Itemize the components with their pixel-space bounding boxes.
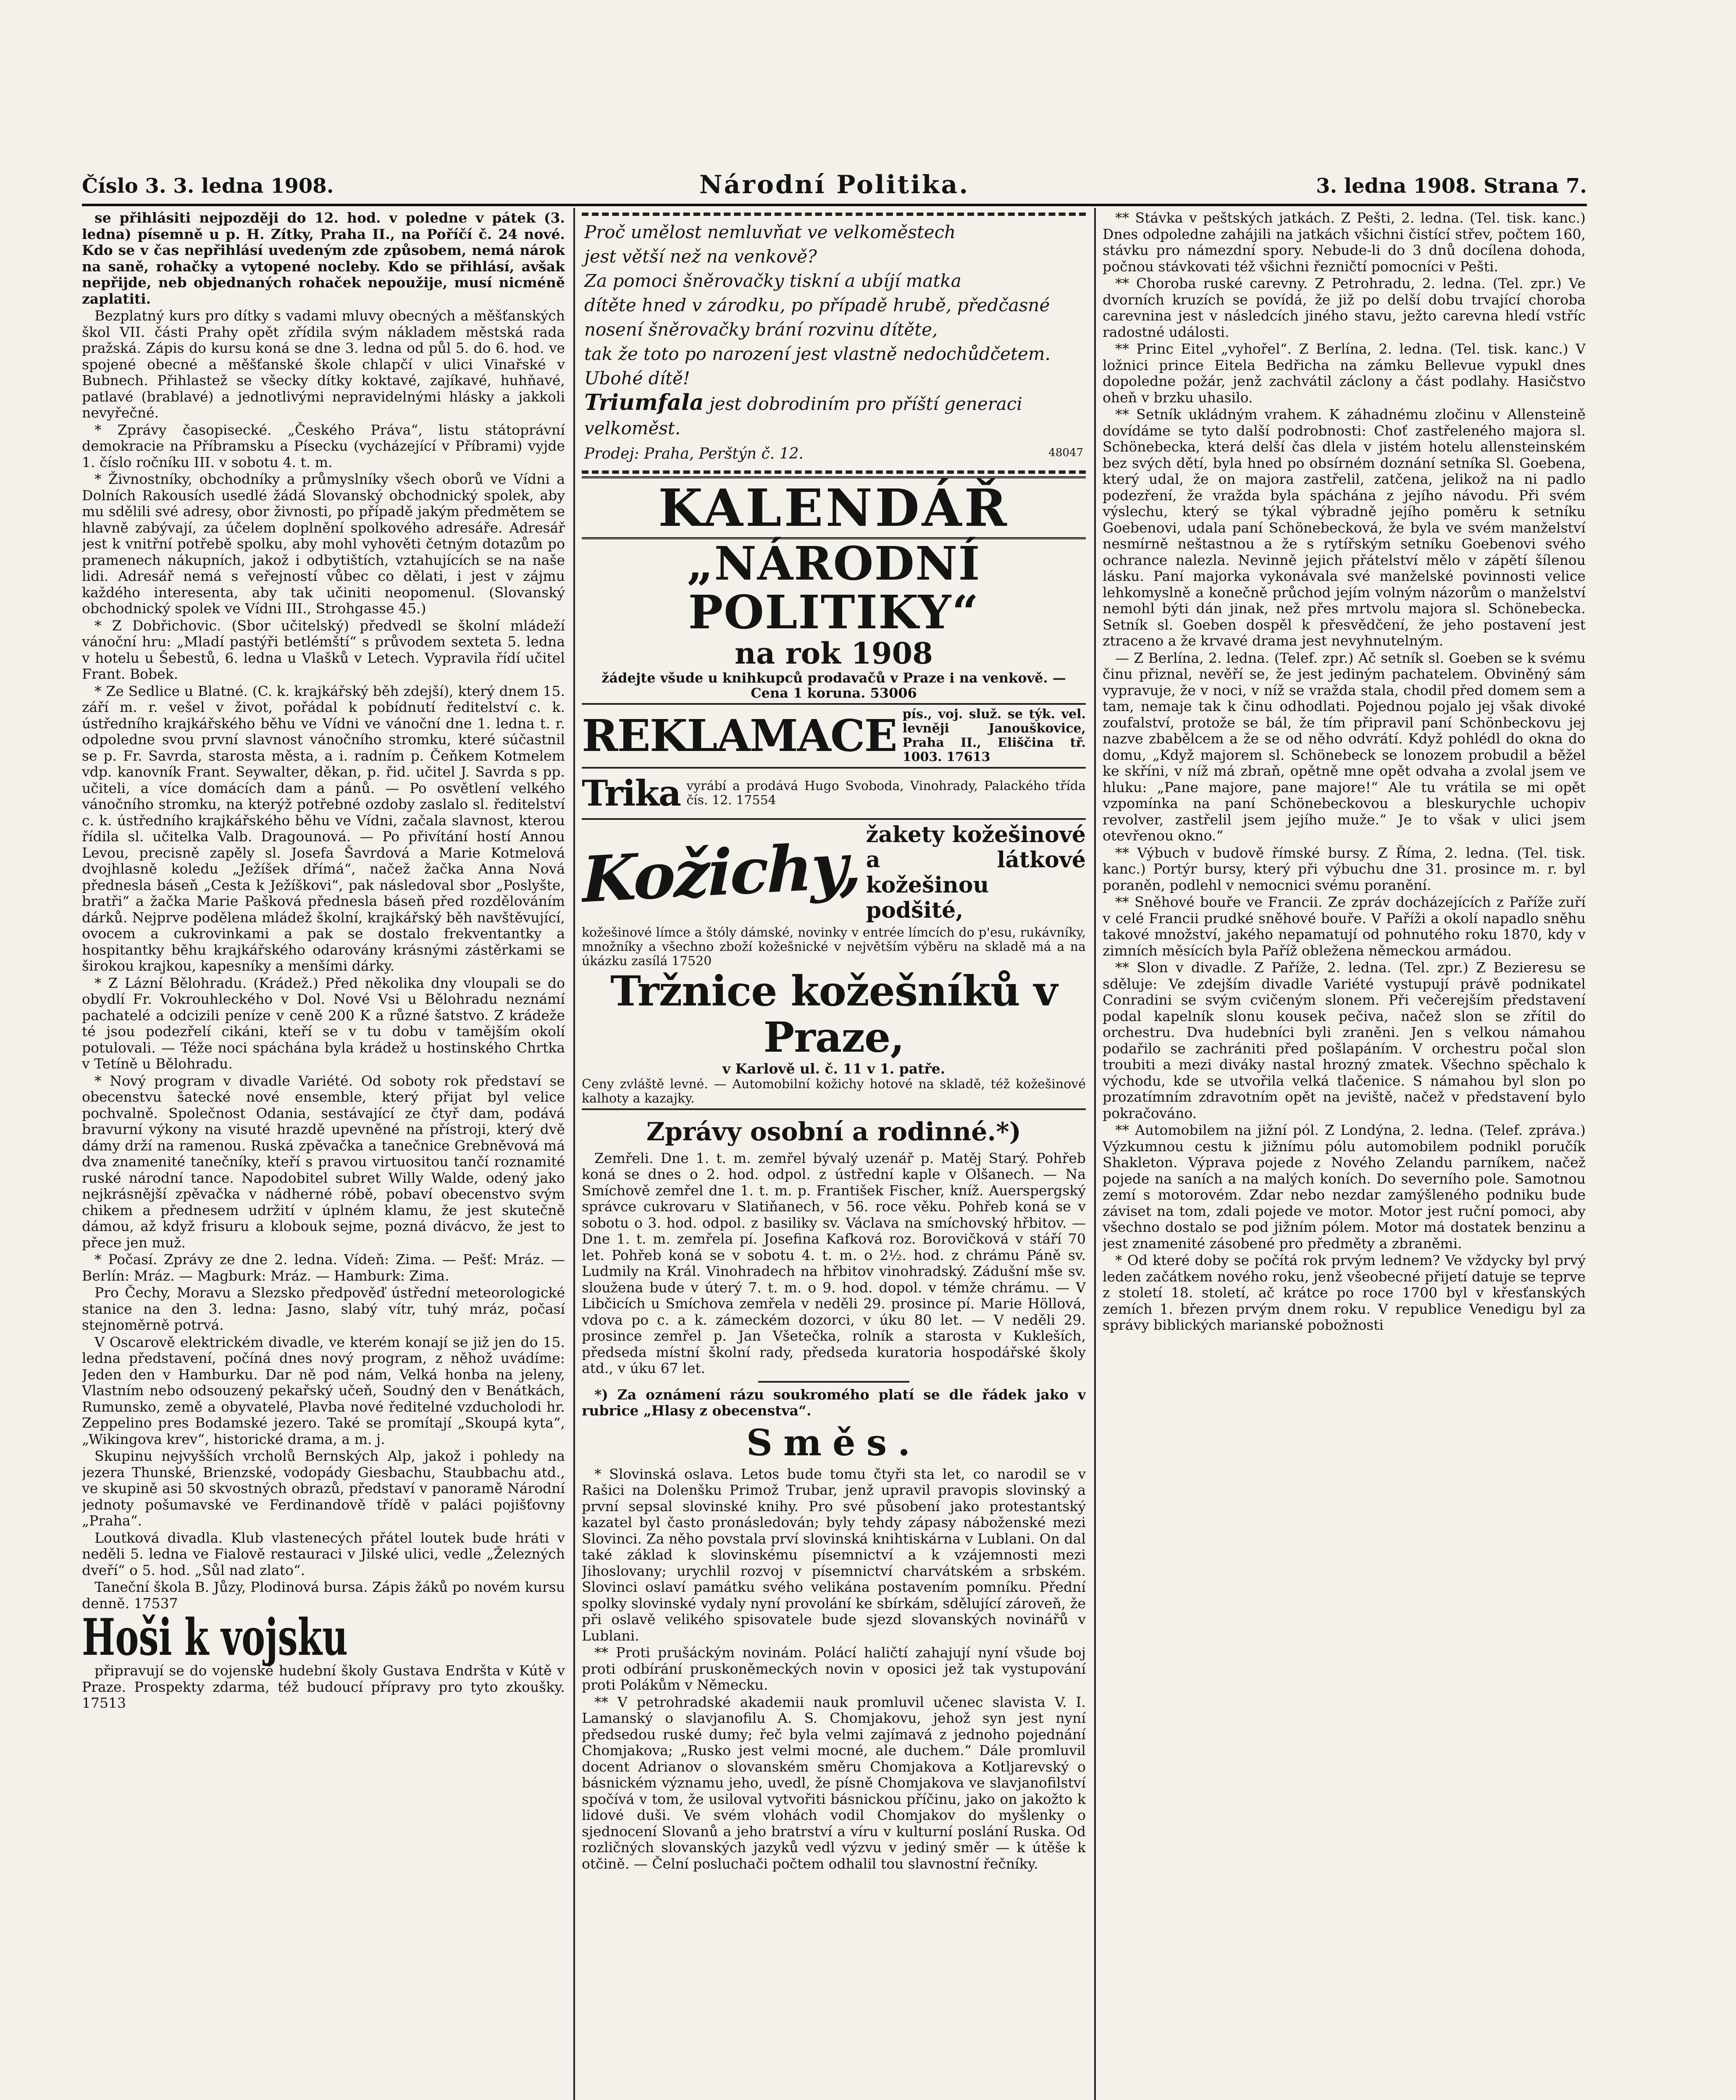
article-paragraph: ** Slon v divadle. Z Paříže, 2. ledna. (Tel. zpr.) Z Bezieresu se sděluje: Ve zdejším divadle Variété vystupují právě podnikatel Conradini se svým cvičeným slonem. Při večerejším představení podal kapelník slonu kousek pečiva, načež slon se zřítil do orchestru. Dva hudebníci byli zraněni. Jen s velkou námahou podařilo se zachrániti před pošlapáním. V orchestru počal slon troubiti a mezi diváky nastal hrozný zmatek. Všechno spěchalo k východu, kde se utvořila velká tlačenice. S námahou byl slon po prozatímním zdravotním opět na jeviště, načež v představení bylo pokračováno. [1103,959,1586,1121]
brand-tail: jest dobrodiním pro příští generaci velkoměst. [584,394,1022,438]
ad-number: 48047 [1048,446,1083,459]
column-divider-1 [573,208,575,2100]
triumfala-ad [582,220,1086,466]
divider [582,703,1086,705]
article-paragraph: Pro Čechy, Moravu a Slezsko předpověď ústřední meteorologické stanice na den 3. ledna: Jasno, slabý vítr, tuhý mráz, počasí stejnoměrně potrvá. [82,1284,565,1333]
article-paragraph: Bezplatný kurs pro dítky s vadami mluvy obecných a měšťanských škol VII. části Prahy opět zřídila svým nákladem městská rada pražská. Zápis do kursu koná se dne 3. ledna od půl 5. do 6. hod. ve spojené obecné a měšťanské škole chlapčí v ulici Vinařské v Bubnech. Přihlastež se všecky dítky koktavé, zajíkavé, huhňavé, patlavé (brablavé) a jednotlivými nepravidelnými hlásky a jakkoli nevyřečné. [82,307,565,421]
divider [582,767,1086,769]
article-paragraph: ** Choroba ruské carevny. Z Petrohradu, 2. ledna. (Tel. zpr.) Ve dvorních kruzích se povídá, že již po delší dobu trvající choroba carevnina jest v následcích jiného stavu, ježto carevna hledí vstříc radostné události. [1103,275,1586,340]
article-paragraph: Loutková divadla. Klub vlastenecých přátel loutek bude hráti v neděli 5. ledna ve Fialově restauraci v Jilské ulici, vedle „Železných dveří“ o 5. hod. „Sůl nad zlato“. [82,1529,565,1578]
hosi-ad-title: Hoši k vojsku [82,1608,348,1667]
article-paragraph: * Ze Sedlice u Blatné. (C. k. krajkářský běh zdejší), který dnem 15. září m. r. vešel v život, pořádal k pobídnutí ředitelství c. k. ústředního krajkářského běhu ve Vídni ve vánoční dne 1. ledna t. r. odpoledne svou první slavnost vánočního stromku, které súčastnil se p. Fr. Savrda, starosta města, a i. radním p. Čeňkem Kotmelem vdp. kanovník Frant. Seywalter, děkan, p. řid. učitel J. Savrda s pp. učiteli, a více domácích dam a pánů. — Po osvětlení velkého vánočního stromku, na kterýž potřebné ozdoby zaslalo sl. ředitelství c. k. ústředního krajkářského běhu ve Vídni, začala slavnost, kterou řídila sl. učitelka Valb. Dragounová. — Po přivítání hostí Annou Levou, precisně zapěly sl. Josefa Šavrdová a Marie Kotmelová dvojhlasně koledu „Ježíšek dřímá“, načež žačka Anna Nová přednesla báseň „Cesta k Ježíškovi“, pak následoval sbor „Poslyšte, bratři“ a žačka Marie Pašková přednesla báseň před rozdělováním dárků. Nejprve podělena mládež školní, krajkářský běh navštěvující, ovocem a cukrovinkami a pak se dostalo frekventantky a hospitantky běhu krajkářského odarovány krásnými zástěrkami se širokou krajkou, kapesníky a menšími dárky. [82,682,565,974]
kozichy-ad [582,822,1086,923]
ad-line: Za pomoci šněrovačky tiskní a ubíjí matka [584,270,961,291]
article-paragraph: se přihlásiti nejpozději do 12. hod. v poledne v pátek (3. ledna) písemně u p. H. Zítky, Praha II., na Poříčí č. 24 nové. Kdo se v čas nepřihlásí uvedeným zde způsobem, nemá nárok na saně, rohačky a vytopené nocleby. Kdo se přihlásí, avšak nepřijde, neb objednaných rohaček nepoužije, musí nicméně zaplatiti. [82,210,565,307]
kozichy-word: Kožichy, [582,828,860,917]
shop-address: Prodej: Praha, Perštýn č. 12. [584,445,804,462]
trika-word: Trika [582,772,681,814]
calendar-year: na rok 1908 [735,636,933,671]
column-2 [582,210,1086,2100]
article-paragraph: ** Stávka v peštských jatkách. Z Pešti, 2. ledna. (Tel. tisk. kanc.) Dnes odpoledne zahájili na jatkách všichni čistící střev, počtem 160, stávku pro námezdní spory. Nebude-li do 3 dnů docílena dohoda, počnou stávkovati též všichni řezničtí pomocníci v Pešti. [1103,210,1586,275]
column-divider-2 [1094,208,1096,2100]
divider [758,1381,909,1383]
reklamace-text: pís., voj. služ. se týk. vel. levněji Janouškovice, Praha II., Eliščina tř. 1003. [902,707,1086,764]
issue-info: Číslo 3. 3. ledna 1908. [82,174,334,198]
header-rule [82,204,1587,206]
miscellany-item: ** Proti prušáckým novinám. Polácí haličtí zahajují nyní všude boj proti odbírání pruskoněmeckých novin v oposici jež tak vystupování proti Polákům v Německu. [582,1644,1086,1693]
divider [582,1108,1086,1110]
ad-line: Proč umělost nemluvňat ve velkoměstech [584,222,956,242]
brand-name: Triumfala [584,390,704,415]
trznice-title: Tržnice kožešníků v Praze, [610,967,1057,1062]
kozichy-side: žakety kožešinové a látkové kožešinou podšité, [866,822,1086,923]
article-paragraph: ** Sněhové bouře ve Francii. Ze zpráv docházejících z Paříže zuří v celé Francii prudké sněhové bouře. V Paříži a okolí napadlo sněhu takové množství, jakého nepamatují od pohnutého roku 1870, kdy v zimních měsících byla Paříž obležena německou armádou. [1103,894,1586,959]
article-paragraph: * Nový program v divadle Variété. Od soboty rok představí se obecenstvu šatecké nové ensemble, který přijat byl velice pochvalně. Společnost Odania, sestávající ze čtyř dam, podává bravurní výkony na visuté hrazdě upevněné na přístroji, který dvě dámy drží na ramenou. Ruská zpěvačka a tanečnice Grebněvová má dva znamenité tanečníky, kteří s pravou virtuositou tančí roznamité ruské národní tance. Napodobitel subret Willy Walde, odený jako nejkrásnější zpěvačka v nádherné róbě, pobaví obecenstvo svým chikem a přednesem udržití v úplném klamu, že jest skutečně dámou, až když frisuru a klobouk sejme, pozná divácvo, že jest to přece jen muž. [82,1072,565,1251]
masthead: Národní Politika. [699,170,970,200]
calendar-title: KALENDÁŘ [582,476,1086,539]
column-1 [82,210,565,2100]
kozichy-text: kožešinové límce a štóly dámské, novinky v entrée límcích do p'esu, rukávníky, množníky a všechno zboží kožešnické v největším výběru na skladě má a na úkázku zasílá 17520 [582,925,1086,969]
article-paragraph: ** Automobilem na jižní pól. Z Londýna, 2. ledna. (Telef. zpráva.) Výzkumnou cestu k jižnímu pólu automobilem podnikl poručík Shakleton. Výprava pojede z Nového Zelandu parníkem, načež pojede na saních a na malých koních. Do severního pole. Samotnou zemí s motorovém. Zdar nebo nezdar zamýšleného podniku bude záviset na tom, zdali pojede ve motor. Motor jest ruční pomoci, aby všechno dostalo se pod jižním pólem. Motor má dostatek benzinu a jest znamenité zásobené pro předměty a zbraněmi. [1103,1122,1586,1252]
article-paragraph: — Z Berlína, 2. ledna. (Telef. zpr.) Ač setník sl. Goeben se k svému činu přiznal, nevěří se, že jest jediným pachatelem. Obviněný sám vypravuje, že v noci, v níž se vražda stala, chodil před domem sem a tam, nemaje tak k činu odhodlati. Pojednou pojalo jej však divoké zoufalství, protože se bál, že tím připravil paní Schönbeckovu jej nazve zbabělcem a že se od něho odvrátí. Když pohlédl do okna do domu, „Když majorem sl. Schönebeck se lonozem probudil a běžel ke skříni, v níž má zbraň, opětně mne opět odvaha a zvolal jsem ve hluku: „Pane majore, pane majore!“ Ale tu vrátila se mi opět vzpomínka na paní Schönebeckovou a bleskurychle uchopiv revolver, zastřelil jsem jejího muže.“ Je to však v ulici jsem otevřenou okno.“ [1103,649,1586,844]
ad-border-bottom [582,470,1086,474]
article-paragraph: ** Výbuch v budově římské bursy. Z Říma, 2. ledna. (Tel. tisk. kanc.) Portýr bursy, který při výbuchu dne 31. prosince m. r. byl poraněn, podlehl v nemocnici svému poranění. [1103,844,1586,893]
calendar-subtitle: „NÁRODNÍ POLITIKY“ [687,536,981,639]
article-paragraph: Skupinu nejvyšších vrcholů Bernských Alp, jakož i pohledy na jezera Thunské, Brienzské, vodopády Giesbachu, Staubbachu atd., ve skupině asi 50 skvostných obrazů, představí v panoramě Národní jednoty pošumavské ve Ferdinandově třídě v paláci pojišťovny „Praha“. [82,1448,565,1529]
miscellany-item: * Slovinská oslava. Letos bude tomu čtyři sta let, co narodil se v Rašici na Dolenšku Primož Trubar, jenž upravil pravopis slovinský a první sepsal slovinské knihy. Pro své působení jako protestantský kazatel byl často pronásledován; byly tehdy zápasy náboženské mezi Slovinci. Za něho povstala prví slovinská knihtiskárna v Lublani. On dal také základ k slovinskému písemnictví a k vzájemnosti mezi Jihoslovany; urychlil rozvoj v písemnictví charvátském a srbském. Slovinci oslaví památku svého velikána postavením pomníku. Přední spolky slovinské vydaly nyní provolání ke sbírkám, sdělující zároveň, že při oslavě velikého spisovatele bude sjezd slovanských novinářů v Lublani. [582,1465,1086,1644]
article-paragraph: * Z Dobřichovic. (Sbor učitelský) předvedl se školní mládeží vánoční hru: „Mladí pastýři betlémští“ s průvodem sexteta 5. ledna v hotelu u Šebestů, 6. ledna u Vlašků v Letech. Vypravila řídí učitel Frant. Bobek. [82,617,565,682]
ad-line: jest větší než na venkově? [584,246,817,267]
column-3 [1103,210,1586,2100]
article-paragraph: ** Princ Eitel „vyhořel“. Z Berlína, 2. ledna. (Tel. tisk. kanc.) V ložnici prince Eitela Bedřicha na zámku Bellevue vypukl dnes dopoledne požár, jenž zachvátil záclony a část podlahy. Hasičstvo oheň v brzku uhasilo. [1103,341,1586,406]
article-paragraph: V Oscarově elektrickém divadle, ve kterém konají se již jen do 15. ledna představení, počíná dnes nový program, z něhož uvádíme: Jeden den v Hamburku. Dar ně pod nám, Velká honba na jeleny, Vlastním nebo odsouzený pekařský učeň, Soudný den v Benátkách, Rumunsko, země a obyvatelé, Plavba nové ředitelné vzducholodi hr. Zeppelino pres Bodamské jezero. Také se promítají „Skoupá kyta“, „Wikingova krev“, historické drama, a m. j. [82,1334,565,1447]
date-page: 3. ledna 1908. Strana 7. [1316,174,1587,198]
article-paragraph: * Počasí. Zprávy ze dne 2. ledna. Vídeň: Zima. — Pešť: Mráz. — Berlín: Mráz. — Magburk: Mráz. — Hamburk: Zima. [82,1251,565,1284]
divider [582,818,1086,820]
reklamace-word: REKLAMACE [582,710,897,761]
ad-line: dítěte hned v zárodku, po případě hrubě, předčasné nosení šněrovačky brání rozvinu dítěte, [584,295,1050,340]
personal-news-text: Zemřeli. Dne 1. t. m. zemřel bývalý uzenář p. Matěj Starý. Pohřeb koná se dnes o 2. hod. odpol. z ústřední kaple v Olšanech. — Na Smíchově zemřel dne 1. t. m. p. František Fischer, kníž. Auerspergský správce cukrovaru v Slatiňanech, v 56. roce věku. Pohřeb koná se v sobotu o 3. hod. odpol. z basiliky sv. Václava na smíchovský hřbitov. — Dne 1. t. m. zemřela pí. Josefina Kafková roz. Borovičková v stáří 70 let. Pohřeb koná se v sobotu 4. t. m. o 2½. hod. z chrámu Páně sv. Ludmily na Král. Vinohradech na hřbitov vinohradský. Zádušní mše sv. sloužena bude v úterý 7. t. m. o 9. hod. dopol. v témže chrámu. — V Libčicích u Smíchova zemřela v neděli 29. prosince pí. Marie Höllová, vdova po c. a k. zámeckém dozorci, v úku 80 let. — V neděli 29. prosince zemřel p. Jan Všetečka, rolník a starosta v Kukleších, předseda místní školní rady, předseda kuratoria hospodářské školy atd., v úku 67 let. [582,1150,1086,1376]
trika-number: 17554 [736,793,776,808]
article-paragraph: * Zprávy časopisecké. „Českého Práva“, listu státoprávní demokracie na Příbramsku a Písecku (vycházející v Příbrami) vyjde 1. číslo ročníku III. v sobotu 4. t. m. [82,421,565,470]
reklamace-ad [582,707,1086,764]
trznice-text: Ceny zvláště levné. — Automobilní kožichy hotové na skladě, též kožešinové kalhoty a kazajky. [582,1076,1086,1106]
miscellany-title: Směs. [746,1421,922,1464]
miscellany-item: ** V petrohradské akademii nauk promluvil učenec slavista V. I. Lamanský o slavjanofilu A. S. Chomjakovu, jehož syn jest nyní předsedou ruské dumy; řeč byla velmi zajímavá z jednoho pojednání Chomjakova; „Rusko jest velmi mocné, ale duchem.“ Dále promluvil docent Adrianov o slovanském směru Chomjakova a Kotljarevský o básnickém významu jeho, uvedl, že písně Chomjakova ve slavjanofilství spočívá v tom, že usiloval vytvořiti básnickou příčinu, jako on jakožto k lidové duši. Ve svém vlohách vodil Chomjakov do myšlenky o sjednocení Slovanů a jeho bratrství a víru v kulturní poslání Ruska. Od rozličných slovanských jazyků vedl výzvu v jediný směr — k útěše k otčině. — Čelní posluchači počtem odhalil tou slavnostní řečníky. [582,1693,1086,1872]
article-paragraph: * Z Lázní Bělohradu. (Krádež.) Před několika dny vloupali se do obydlí Fr. Vokrouhleckého v Dol. Nové Vsi u Bělohradu neznámí pachatelé a odcizili peníze v ceně 200 K a různé šatstvo. Z krádeže té jsou podezřelí cikáni, kteří se v tu dobu v tamějším okolí potulovali. — Téže noci spáchána byla krádež u hostinského Chrtka v Tetíně u Bělohradu. [82,974,565,1072]
article-paragraph: * Živnostníky, obchodníky a průmyslníky všech oborů ve Vídni a Dolních Rakousích usedlé žádá Slovanský obchodnický spolek, aby mu sdělili své adresy, obor živnosti, po případě jakým předmětem se hlavně zabývají, za účelem doplnění spolkového adresáře. Adresář jest k vnitřní potřebě spolku, aby mohl vyhověti četným dotazům po pramenech nákupních, jakož i odbytištích, vztahujících se na naše lidi. Adresář nemá s veřejností vůbec co dělati, i jest v zájmu každého interesenta, aby tak učiniti neopomenul. (Slovanský obchodnický spolek ve Vídni III., Strohgasse 45.) [82,471,565,617]
article-paragraph: ** Setník ukládným vrahem. K záhadnému zločinu v Allensteině dovídáme se tyto další podrobnosti: Choť zastřeleného majora sl. Schönebecka, která delší čas dlela v jistém hotelu allensteinském bez svých dětí, byla hned po obsírném doznání setníka Sl. Goebena, který udal, že on majora zastřelil, zatčena, jelikož na ni padlo podezření, že vražda byla spáchána z jejího návodu. Při svém výslechu, který se týkal výbradně jejího poměru k setníku Goebenovi, udala paní Schönebecková, že byla ve svém manželství nesmírně neštastnou a že s rytířským setníku Goebenovi svého ochrance nalezla. Nevinně jejich přátelství mělo v zápětí šílenou lásku. Paní majorka vykonávala své manželské povinnosti velice lehkomyslně a konečně průchod jejím volným názorům o manželství nemohl býti dán jinak, než přes mrtvolu majora sl. Schönebecka. Setník sl. Goeben dospěl k přesvědčení, že jeho postavení jest ztraceno a že krvavé drama jest nevyhnutelným. [1103,406,1586,649]
ad-line: tak že toto po narození jest vlastně nedochůdčetem. Ubohé dítě! [584,344,1051,388]
trznice-address: v Karlově ul. č. 11 v 1. patře. [722,1060,945,1077]
personal-news-note: *) Za oznámení rázu soukromého platí se dle řádek jako v rubrice „Hlasy z obecenstva“. [582,1386,1086,1419]
trika-ad [582,771,1086,816]
trika-text: vyrábí a prodává Hugo Svoboda, Vinohrady, Palackého třída čís. 12. [686,779,1086,808]
calendar-note: žádejte všude u knihkupců prodavačů v Praze i na venkově. — Cena 1 koruna. 53006 [601,670,1066,701]
personal-news-title: Zprávy osobní a rodinné.*) [646,1117,1022,1147]
article-paragraph: Taneční škola B. Jůzy, Plodinová bursa. Zápis žáků po novém kursu denně. 17537 [82,1579,565,1612]
article-paragraph: připravují se do vojenské hudební školy Gustava Endršta v Kútě v Praze. Prospekty zdarma, též budoucí přípravy pro tyto zkoušky. 17513 [82,1662,565,1711]
page-header [82,170,1587,204]
ad-border-top [582,213,1086,216]
reklamace-number: 17613 [946,750,990,764]
article-paragraph: * Od které doby se počítá rok prvým lednem? Ve vždycky byl prvý leden začátkem nového roku, jenž všeobecné přijetí datuje se teprve z století 18. století, ač krátce po roce 1700 byl v křesťanských zemích 1. březen prvým dnem roku. V republice Venedigu byl za správy biblických marianské pobožnosti [1103,1252,1586,1333]
